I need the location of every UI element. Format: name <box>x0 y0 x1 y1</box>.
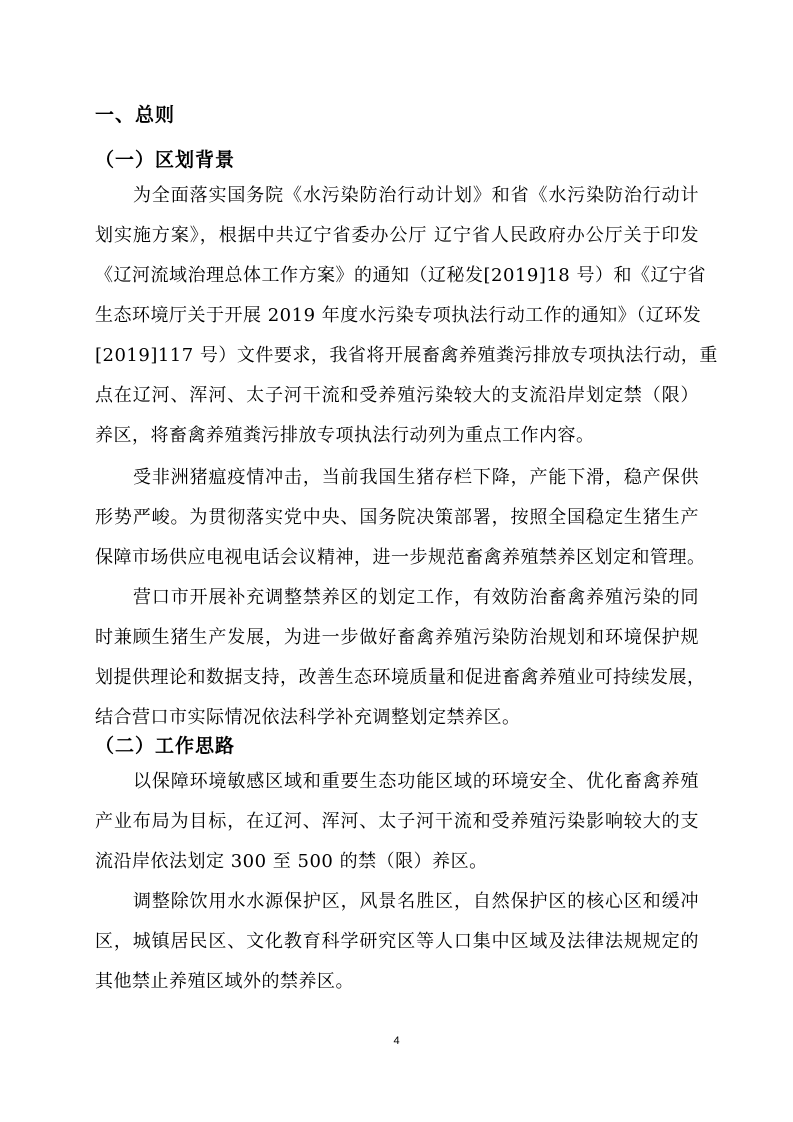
paragraph-line: 生态环境厅关于开展 2019 年度水污染专项执法行动工作的通知》（辽环发 <box>95 305 702 326</box>
paragraph-line: 划实施方案》，根据中共辽宁省委办公厅 辽宁省人民政府办公厅关于印发 <box>95 225 699 246</box>
paragraph-line: 以保障环境敏感区域和重要生态功能区域的环境安全、优化畜禽养殖 <box>133 771 699 792</box>
paragraph-line: 点在辽河、浑河、太子河干流和受养殖污染较大的支流沿岸划定禁（限） <box>95 385 699 406</box>
paragraph-background-2 <box>95 458 706 578</box>
paragraph-line: 形势严峻。为贯彻落实党中央、国务院决策部署，按照全国稳定生猪生产 <box>95 507 699 528</box>
paragraph-background-1 <box>95 176 718 456</box>
paragraph-approach-1 <box>95 762 699 882</box>
paragraph-line: 产业布局为目标，在辽河、浑河、太子河干流和受养殖污染影响较大的支 <box>95 811 699 832</box>
paragraph-line: 养区，将畜禽养殖粪污排放专项执法行动列为重点工作内容。 <box>95 425 595 446</box>
paragraph-line: 其他禁止养殖区域外的禁养区。 <box>95 971 354 992</box>
paragraph-line: 调整除饮用水水源保护区，风景名胜区，自然保护区的核心区和缓冲 <box>133 891 699 912</box>
paragraph-line: 结合营口市实际情况依法科学补充调整划定禁养区。 <box>95 707 521 728</box>
paragraph-approach-2 <box>95 882 699 1002</box>
paragraph-line: [2019]117 号）文件要求，我省将开展畜禽养殖粪污排放专项执法行动，重 <box>95 345 718 366</box>
paragraph-line: 划提供理论和数据支持，改善生态环境质量和促进畜禽养殖业可持续发展， <box>95 667 706 688</box>
paragraph-line: 时兼顾生猪生产发展，为进一步做好畜禽养殖污染防治规划和环境保护规 <box>95 627 699 648</box>
paragraph-line: 《辽河流域治理总体工作方案》的通知（辽秘发[2019]18 号）和《辽宁省 <box>95 265 706 286</box>
paragraph-line: 营口市开展补充调整禁养区的划定工作，有效防治畜禽养殖污染的同 <box>133 587 699 608</box>
paragraph-line: 流沿岸依法划定 300 至 500 的禁（限）养区。 <box>95 851 488 872</box>
page-number: 4 <box>393 1035 400 1047</box>
section-title-approach: （二）工作思路 <box>95 735 236 757</box>
section-title-background: （一）区划背景 <box>95 149 236 171</box>
paragraph-line: 区，城镇居民区、文化教育科学研究区等人口集中区域及法律法规规定的 <box>95 931 699 952</box>
paragraph-line: 受非洲猪瘟疫情冲击，当前我国生猪存栏下降，产能下滑，稳产保供 <box>133 467 699 488</box>
heading-general-provisions: 一、总则 <box>95 104 176 126</box>
paragraph-line: 保障市场供应电视电话会议精神，进一步规范畜禽养殖禁养区划定和管理。 <box>95 547 706 568</box>
paragraph-background-3 <box>95 578 706 738</box>
paragraph-line: 为全面落实国务院《水污染防治行动计划》和省《水污染防治行动计 <box>133 185 699 206</box>
